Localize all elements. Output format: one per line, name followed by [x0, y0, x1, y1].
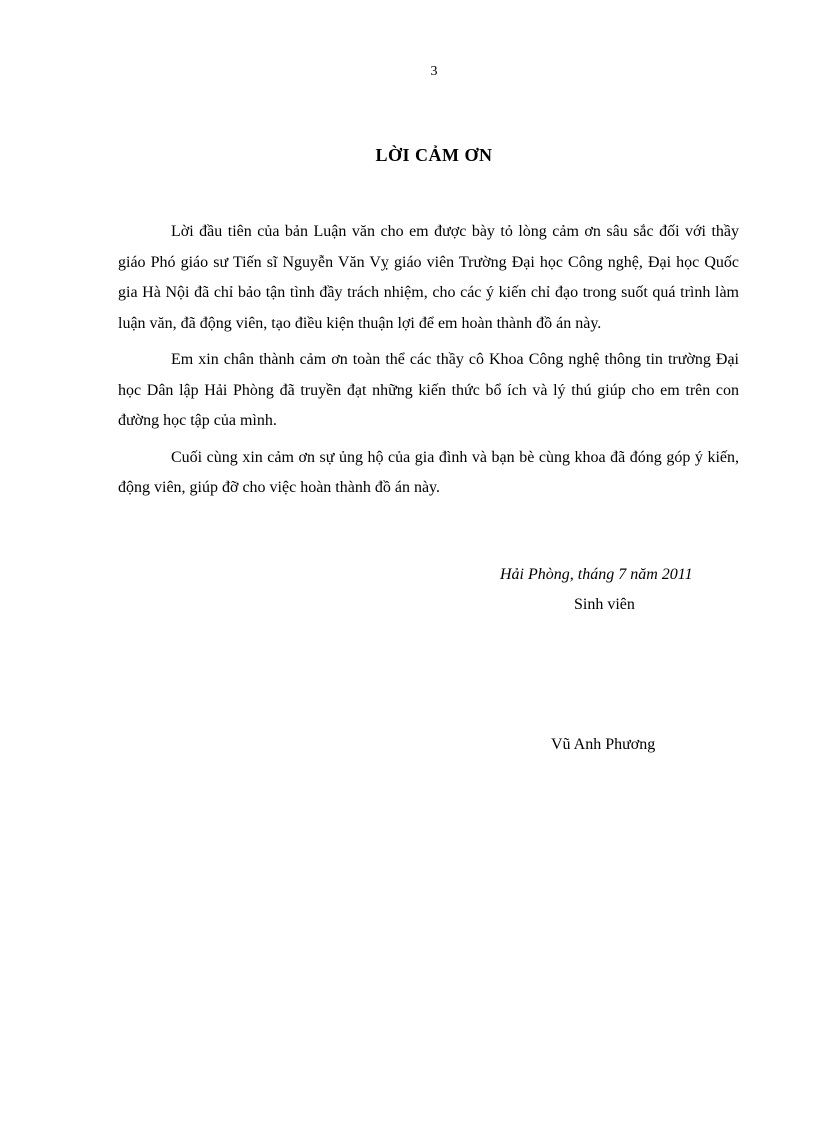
paragraph-1: Lời đầu tiên của bản Luận văn cho em được bày tỏ lòng cảm ơn sâu sắc đối với thầy giáo Phó giáo sư Tiến sĩ Nguyễn Văn Vỵ giáo viên Trường Đại học Công nghệ, Đại học Quốc gia Hà Nội đã chỉ bảo tận tình đầy trách nhiệm, cho các ý kiến chỉ đạo trong suốt quá trình làm luận văn, đã động viên, tạo điều kiện thuận lợi để em hoàn thành đồ án này. — [118, 223, 739, 332]
paragraph-3: Cuối cùng xin cảm ơn sự ủng hộ của gia đình và bạn bè cùng khoa đã đóng góp ý kiến, động viên, giúp đỡ cho việc hoàn thành đồ án này. — [118, 448, 739, 496]
signature-role: Sinh viên — [574, 596, 635, 613]
page-number: 3 — [430, 64, 438, 79]
page-title: LỜI CẢM ƠN — [375, 145, 493, 165]
signature-place-date: Hải Phòng, tháng 7 năm 2011 — [500, 566, 693, 583]
signature-name: Vũ Anh Phương — [551, 736, 656, 753]
paragraph-2: Em xin chân thành cảm ơn toàn thể các thầy cô Khoa Công nghệ thông tin trường Đại học Dân lập Hải Phòng đã truyền đạt những kiến thức bổ ích và lý thú giúp cho em trên con đường học tập của mình. — [118, 351, 739, 429]
acknowledgement-body — [118, 217, 739, 510]
